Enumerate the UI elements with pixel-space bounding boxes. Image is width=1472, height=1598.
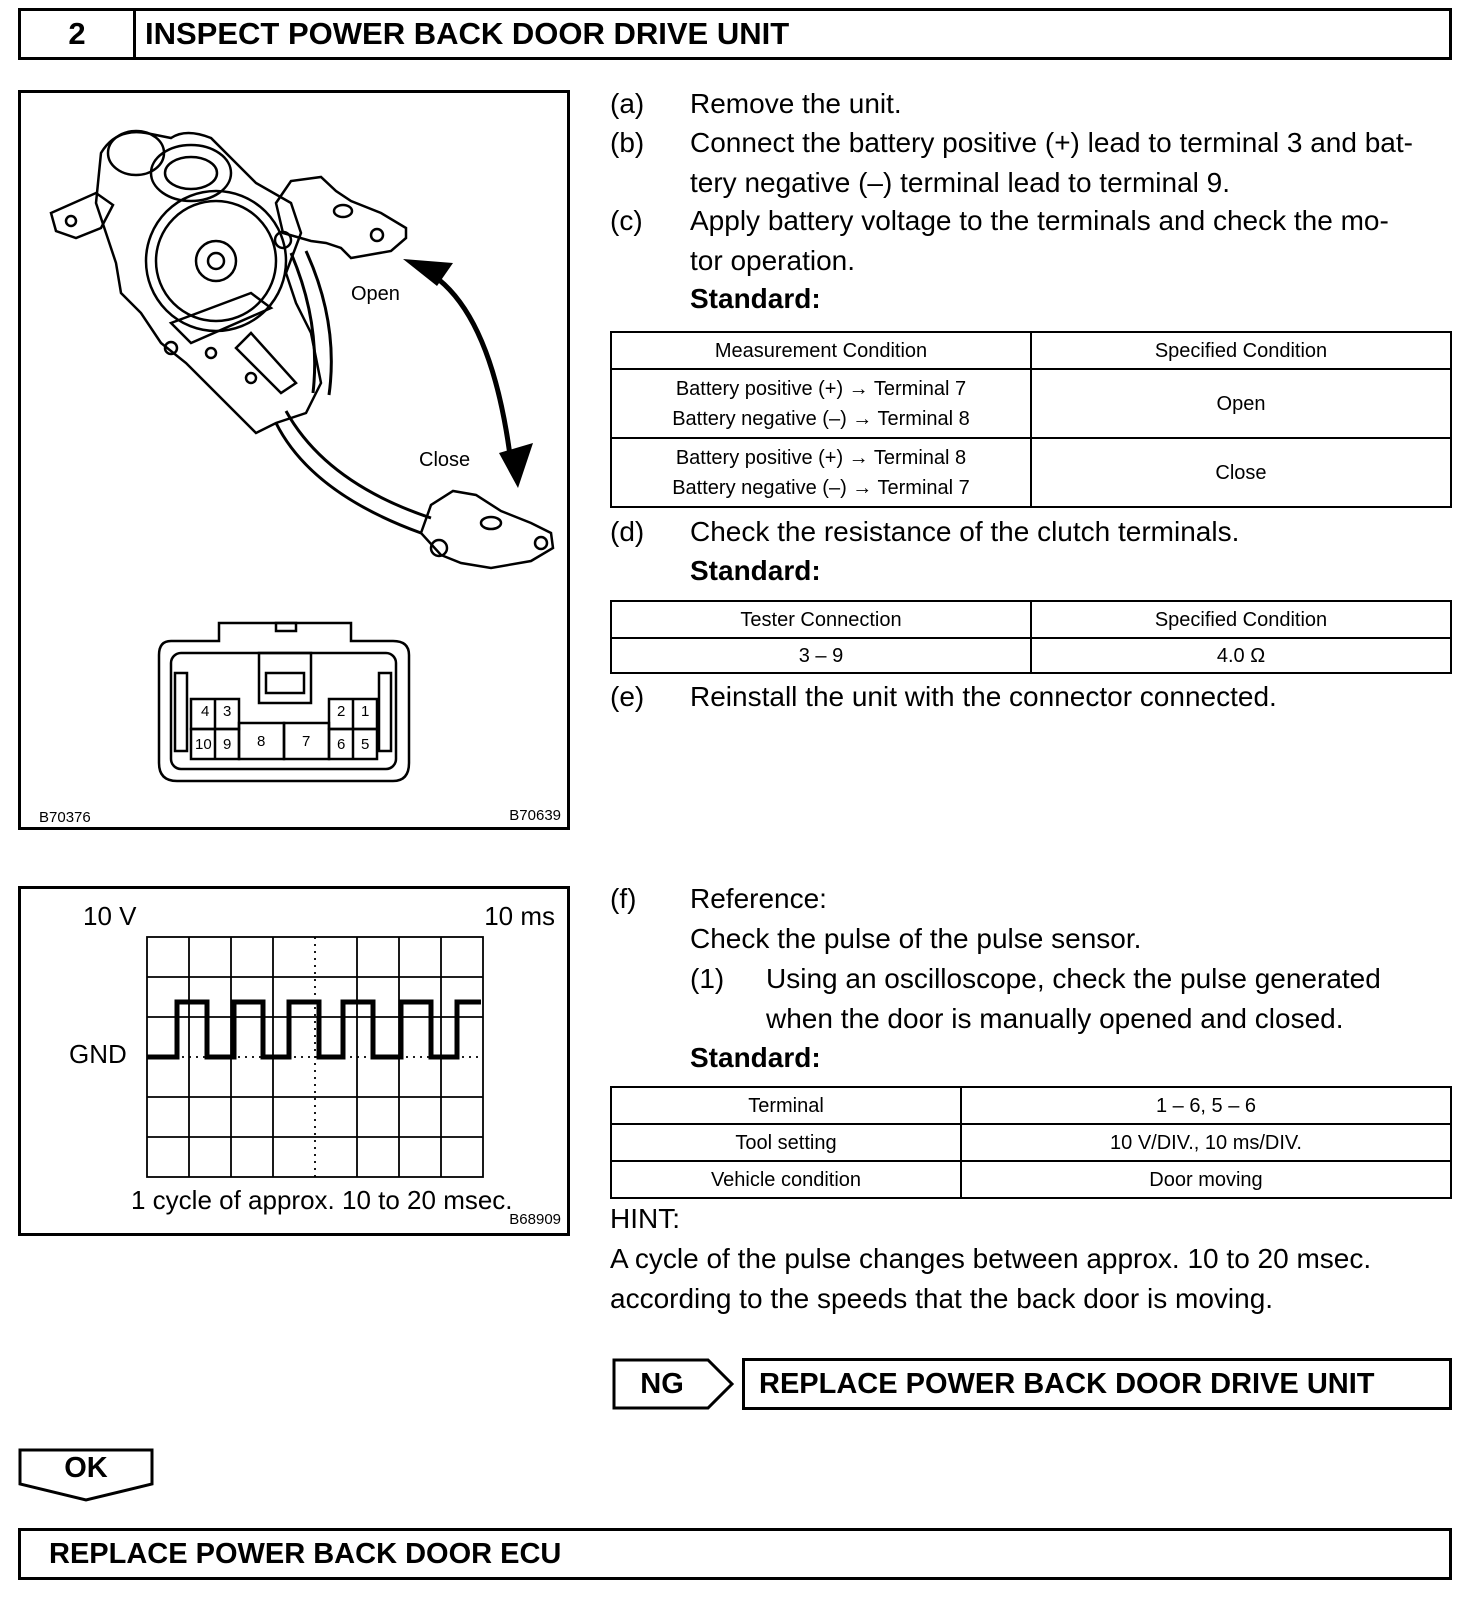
substep-label: (1) — [690, 963, 725, 994]
connector-pin: 9 — [223, 736, 232, 753]
connector-pin: 2 — [337, 703, 346, 720]
step-text: Reinstall the unit with the connector connected. — [690, 681, 1277, 712]
step-text: tery negative (–) terminal lead to terminal 9. — [690, 167, 1231, 198]
drive-unit-illustration — [18, 90, 570, 830]
measurement-condition: Battery positive (+) → Terminal 8 — [675, 446, 967, 469]
step-text: Reference: — [690, 883, 827, 914]
ok-label: OK — [64, 1451, 108, 1484]
standard-label: Standard: — [690, 1042, 821, 1073]
measurement-condition: Battery negative (–) → Terminal 8 — [672, 407, 970, 430]
step-label: (c) — [610, 205, 643, 236]
step-label: (d) — [610, 516, 645, 547]
measurement-condition: Battery positive (+) → Terminal 7 — [675, 377, 967, 400]
substep-text: Using an oscilloscope, check the pulse generated — [766, 963, 1381, 994]
table-header: Specified Condition — [1031, 601, 1451, 638]
connector-pin: 3 — [223, 703, 232, 720]
tester-connection: 3 – 9 — [611, 638, 1031, 673]
hint — [610, 1199, 1452, 1319]
table-item: Vehicle condition — [611, 1161, 961, 1198]
connector-pin: 8 — [257, 733, 266, 750]
pulse-waveform — [147, 1002, 481, 1057]
close-label: Close — [419, 449, 471, 471]
step-label: (f) — [610, 883, 637, 914]
step-number: 2 — [21, 11, 136, 57]
final-action: REPLACE POWER BACK DOOR ECU — [18, 1528, 1452, 1580]
drive-unit-drawing — [21, 93, 567, 827]
connector-pin: 7 — [302, 733, 311, 750]
ng-button[interactable] — [612, 1358, 736, 1410]
table-row — [611, 1087, 1451, 1124]
figure-code: B68909 — [509, 1211, 561, 1228]
step-label: (b) — [610, 127, 645, 158]
standard-label: Standard: — [690, 283, 821, 314]
step-f — [610, 879, 1452, 1039]
step-label: (a) — [610, 88, 645, 119]
step-text: Apply battery voltage to the terminals and check the mo- — [690, 205, 1389, 236]
ground-label: GND — [69, 1039, 127, 1069]
table-value: 1 – 6, 5 – 6 — [961, 1087, 1451, 1124]
connector-pin: 6 — [337, 736, 346, 753]
step-label: (e) — [610, 681, 645, 712]
step-text: tor operation. — [690, 245, 855, 276]
open-label: Open — [351, 283, 400, 305]
table-value: 10 V/DIV., 10 ms/DIV. — [961, 1124, 1451, 1161]
table-row — [611, 1161, 1451, 1198]
figure-code-right: B70639 — [509, 807, 561, 824]
measurement-condition: Battery negative (–) → Terminal 7 — [672, 476, 970, 499]
oscilloscope-figure — [18, 886, 570, 1236]
standard-label: Standard: — [690, 555, 821, 586]
step-text: Check the pulse of the pulse sensor. — [690, 923, 1142, 954]
time-division: 10 ms — [484, 901, 555, 931]
table-header: Specified Condition — [1031, 332, 1451, 369]
step-text: Connect the battery positive (+) lead to terminal 3 and bat- — [690, 127, 1413, 158]
specified-condition: Close — [1031, 438, 1451, 507]
connector-pin: 5 — [361, 736, 370, 753]
voltage-division: 10 V — [83, 901, 137, 931]
table-row — [611, 1124, 1451, 1161]
pulse-check-table — [610, 1086, 1452, 1199]
connector-pin: 10 — [195, 736, 212, 753]
motor-operation-table — [610, 331, 1452, 508]
table-header: Tester Connection — [611, 601, 1031, 638]
connector-pin: 1 — [361, 703, 370, 720]
table-item: Tool setting — [611, 1124, 961, 1161]
hint-text: A cycle of the pulse changes between approx. 10 to 20 msec. — [610, 1243, 1372, 1274]
table-item: Terminal — [611, 1087, 961, 1124]
scope-caption: 1 cycle of approx. 10 to 20 msec. — [131, 1185, 513, 1215]
ng-label: NG — [640, 1367, 684, 1400]
specified-condition: Open — [1031, 369, 1451, 438]
connector-pin: 4 — [201, 703, 210, 720]
specified-condition: 4.0 Ω — [1031, 638, 1451, 673]
step-c — [610, 201, 1452, 281]
hint-label: HINT: — [610, 1203, 680, 1234]
step-b — [610, 123, 1452, 203]
table-row — [611, 369, 1451, 438]
table-header: Measurement Condition — [611, 332, 1031, 369]
step-text: Check the resistance of the clutch terminals. — [690, 516, 1240, 547]
oscilloscope-grid — [21, 889, 567, 1233]
ng-action: REPLACE POWER BACK DOOR DRIVE UNIT — [742, 1358, 1452, 1410]
ok-button[interactable] — [18, 1448, 154, 1502]
step-text: Remove the unit. — [690, 88, 902, 119]
hint-text: according to the speeds that the back door is moving. — [610, 1283, 1274, 1314]
table-value: Door moving — [961, 1161, 1451, 1198]
figure-code-left: B70376 — [39, 809, 91, 826]
table-row — [611, 638, 1451, 673]
step-header — [18, 8, 1452, 60]
clutch-resistance-table — [610, 600, 1452, 674]
substep-text: when the door is manually opened and closed. — [766, 1003, 1344, 1034]
table-row — [611, 438, 1451, 507]
step-title: INSPECT POWER BACK DOOR DRIVE UNIT — [145, 16, 790, 51]
